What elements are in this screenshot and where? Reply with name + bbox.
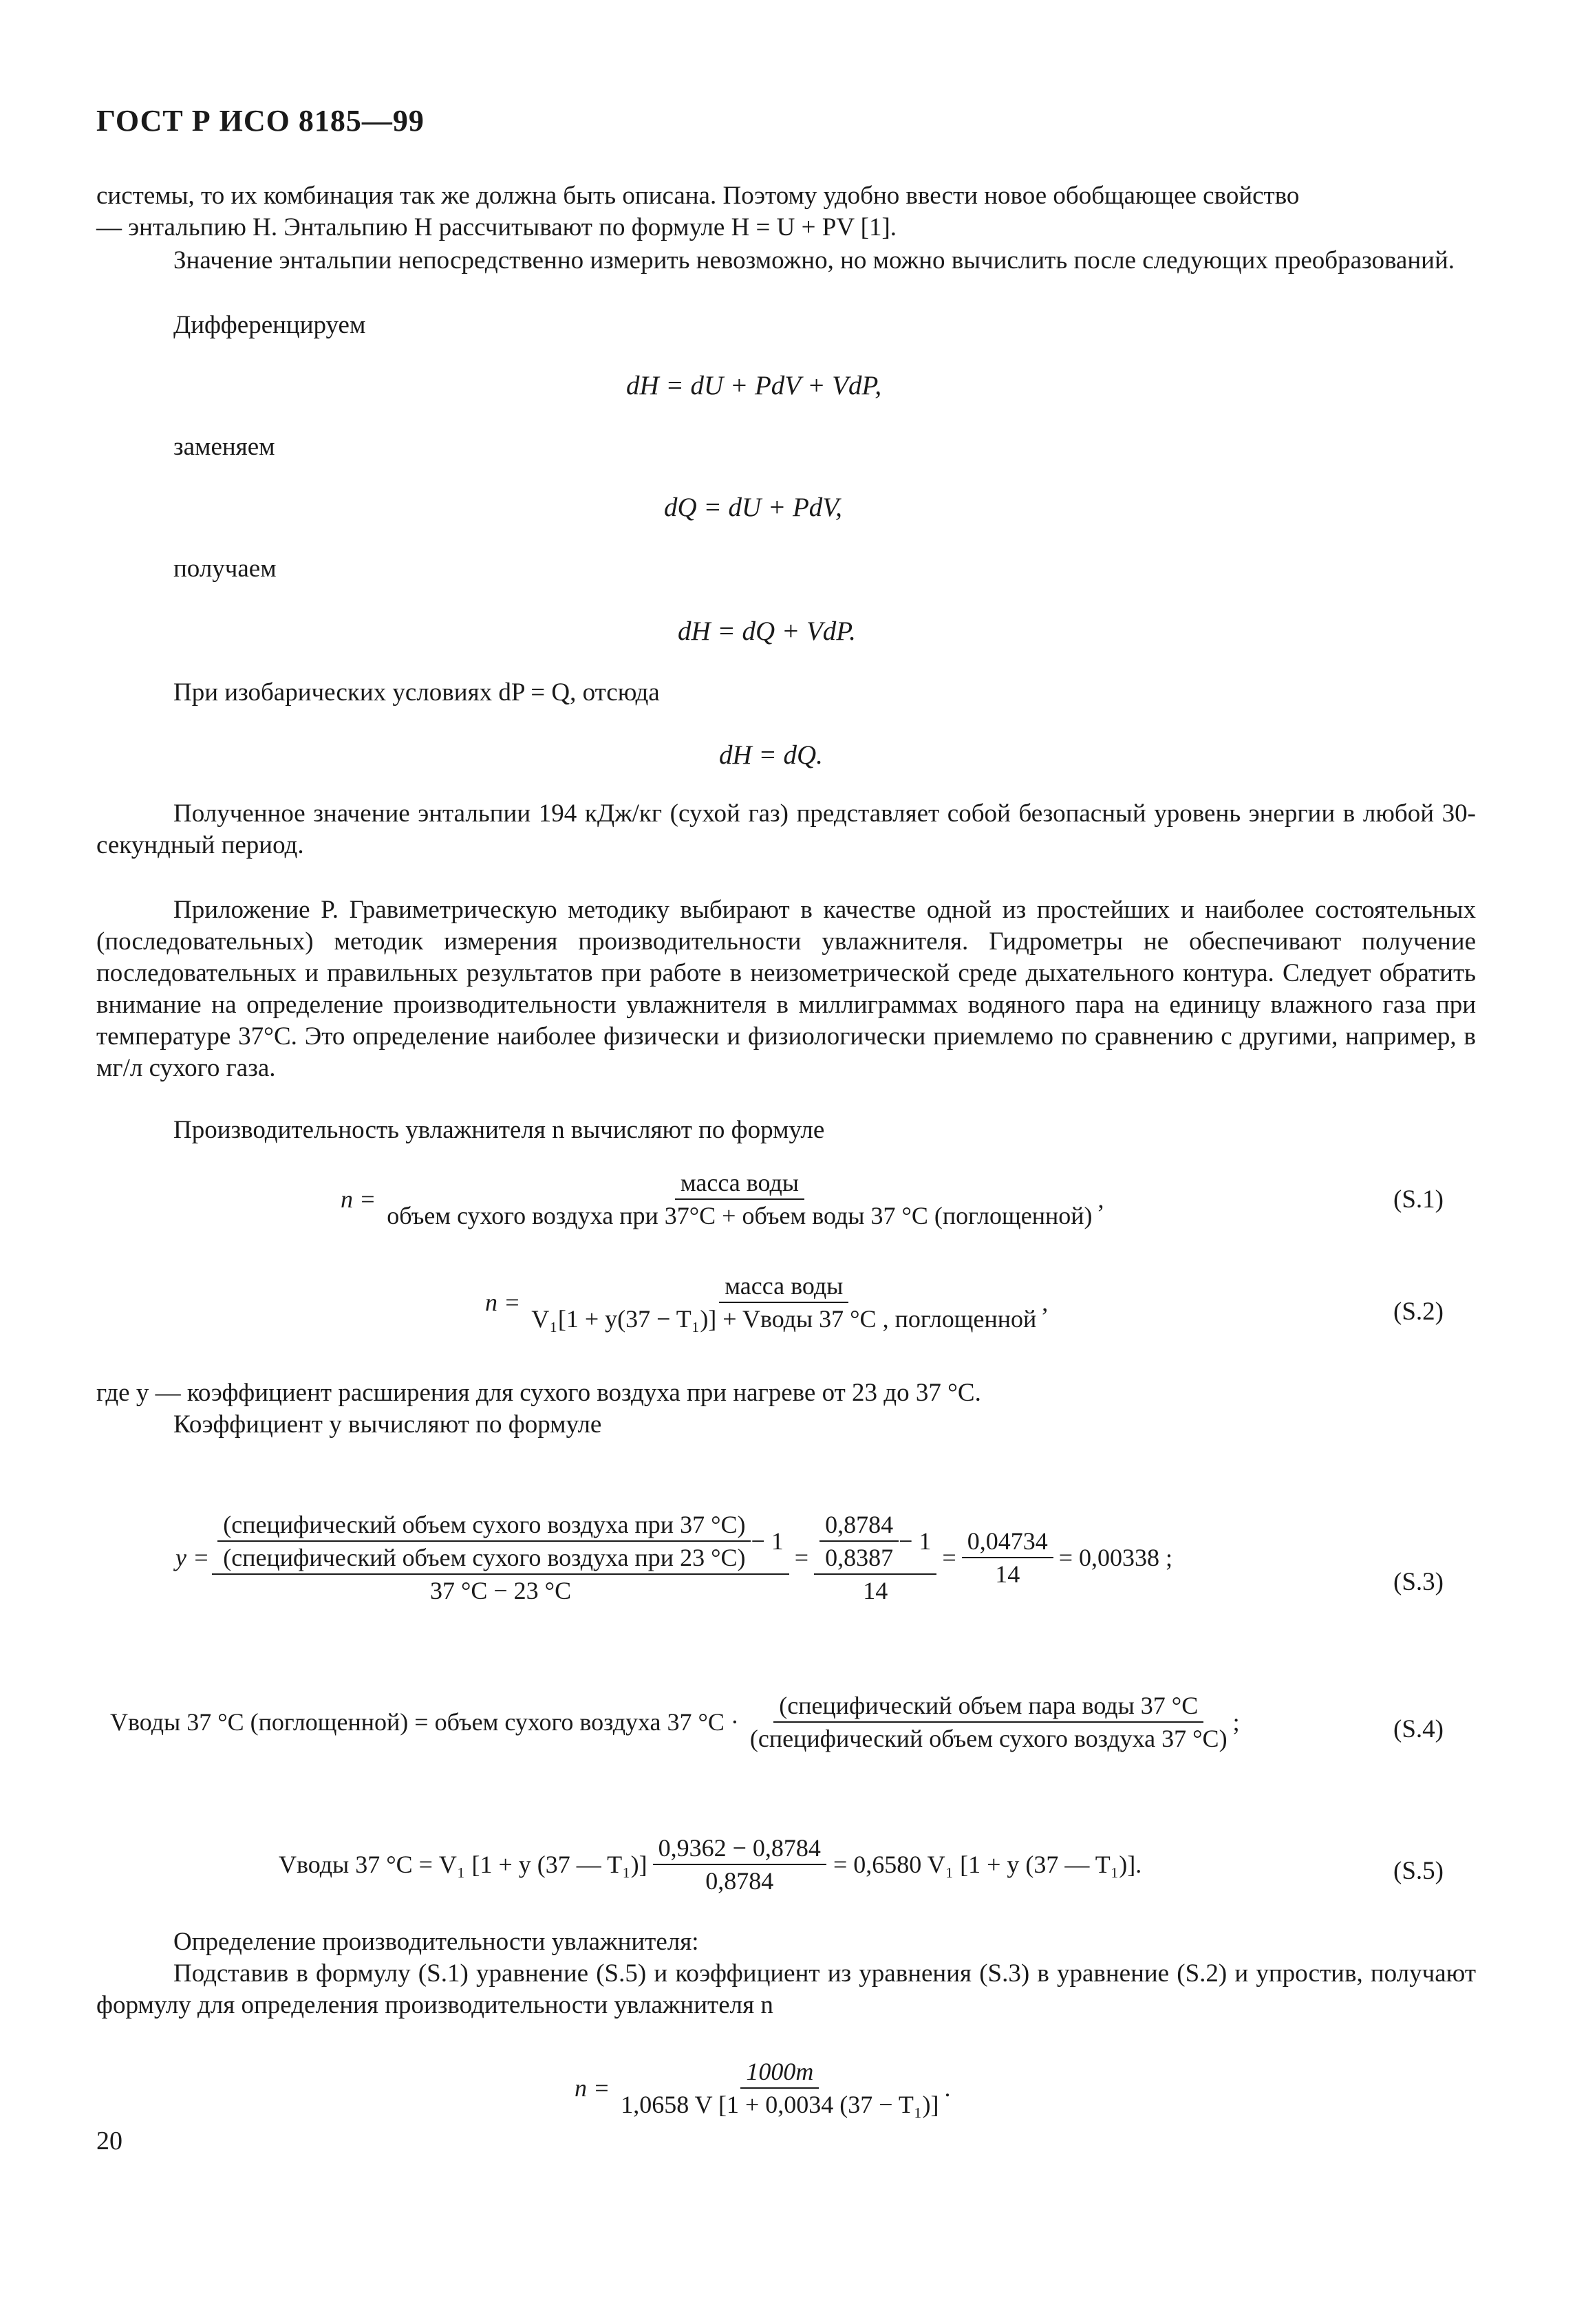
fraction: [615, 2057, 944, 2119]
equation-number: (S.4): [1393, 1715, 1444, 1743]
fraction-numerator: 0,9362 − 0,8784: [653, 1833, 826, 1865]
fraction-numerator: масса воды: [675, 1168, 804, 1200]
text-label: получаем: [173, 555, 277, 583]
fraction-numerator: 0,04734: [962, 1527, 1053, 1558]
paragraph-line: — энтальпию H. Энтальпию H рассчитывают по формуле H = U + PV [1].: [96, 213, 897, 241]
text-label: заменяем: [173, 433, 275, 461]
minus-one: − 1: [751, 1527, 784, 1555]
page-number: 20: [96, 2127, 122, 2155]
fraction-denominator: (специфический объем сухого воздуха 37 °С): [749, 1725, 1228, 1752]
fraction-denominator: объем сухого воздуха при 37°С + объем воды 37 °С (поглощенной): [387, 1202, 1093, 1229]
formula-lhs: y =: [175, 1544, 210, 1571]
formula-rhs: = 0,6580 V₁ [1 + y (37 — T₁)].: [833, 1851, 1142, 1878]
paragraph: где y — коэффициент расширения для сухого воздуха при нагреве от 23 до 37 °С.: [96, 1379, 981, 1407]
fraction-denominator: 37 °С − 23 °С: [429, 1577, 572, 1604]
inner-fraction: [819, 1510, 899, 1572]
fraction-numerator: [212, 1510, 789, 1575]
formula-tail: ;: [1232, 1708, 1240, 1736]
document-header: ГОСТ Р ИСО 8185—99: [96, 104, 425, 138]
equals-sign: =: [942, 1544, 956, 1571]
fraction-numerator: (специфический объем пара воды 37 °С: [773, 1691, 1203, 1723]
fraction-numerator: [814, 1510, 936, 1575]
fraction: [381, 1168, 1097, 1230]
formula-lhs: n =: [575, 2074, 610, 2102]
fraction-numerator: масса воды: [719, 1271, 848, 1303]
equation: dH = dU + PdV + VdP,: [626, 371, 882, 400]
paragraph: Полученное значение энтальпии 194 кДж/кг (сухой газ) представляет собой безопасный уровень энергии в любой 30-секундный период.: [96, 799, 1476, 859]
fraction-denominator: 0,8784: [705, 1867, 774, 1895]
paragraph-line: системы, то их комбинация так же должна быть описана. Поэтому удобно ввести новое обобщающее свойство: [96, 182, 1300, 210]
equation: dQ = dU + PdV,: [664, 493, 842, 522]
formula-s4: [110, 1691, 1240, 1753]
fraction-numerator: 0,8784: [819, 1510, 899, 1542]
fraction: [814, 1510, 936, 1605]
minus-one: − 1: [899, 1527, 932, 1555]
equation-number: (S.1): [1393, 1185, 1444, 1214]
paragraph: При изобарических условиях dP = Q, отсюда: [173, 678, 660, 707]
fraction-denominator: 1,0658 V [1 + 0,0034 (37 − T₁)]: [621, 2091, 939, 2118]
inner-fraction: [217, 1510, 751, 1572]
formula-s3: [175, 1510, 1172, 1605]
paragraph: Дифференцируем: [173, 311, 366, 339]
formula-tail: ,: [1042, 1289, 1049, 1316]
formula-s2: [485, 1271, 1048, 1333]
fraction: [526, 1271, 1042, 1333]
formula-lhs: n =: [341, 1185, 376, 1213]
fraction: [212, 1510, 789, 1605]
formula-lhs: Vводы 37 °С (поглощенной) = объем сухого воздуха 37 °С ·: [110, 1708, 739, 1736]
fraction: [653, 1833, 826, 1895]
fraction: [962, 1527, 1053, 1589]
paragraph: Коэффициент y вычисляют по формуле: [173, 1410, 602, 1439]
fraction: [744, 1691, 1233, 1753]
formula-tail: .: [944, 2074, 951, 2102]
formula-s1: [341, 1168, 1104, 1230]
formula-result: = 0,00338 ;: [1058, 1544, 1173, 1571]
fraction-numerator: (специфический объем сухого воздуха при 37 °С): [217, 1510, 751, 1542]
equation: dH = dQ + VdP.: [678, 616, 856, 646]
equation-number: (S.3): [1393, 1568, 1444, 1596]
equation-number: (S.2): [1393, 1298, 1444, 1326]
equals-sign: =: [794, 1544, 809, 1571]
paragraph: Приложение P. Гравиметрическую методику выбирают в качестве одной из простейших и наиболее состоятельных (последовательных) методик измерения производительности увлажнителя. Гидрометры не обеспечивают получение последовательных и правильных результатов при работе в неизометрической среде дыхательного контура. Следует обратить внимание на определение производительности увлажнителя в миллиграммах водяного пара на единицу влажного газа при температуре 37°С. Это определение наиболее физически и физиологически приемлемо по сравнению с другими, например, в мг/л сухого газа.: [96, 896, 1476, 1082]
fraction-denominator: 14: [863, 1577, 888, 1604]
formula-lhs: n =: [485, 1289, 521, 1316]
paragraph: Определение производительности увлажнителя:: [173, 1928, 699, 1956]
fraction-denominator: V₁[1 + y(37 − T₁)] + Vводы 37 °С , поглощенной: [531, 1305, 1037, 1333]
paragraph: Значение энтальпии непосредственно измерить невозможно, но можно вычислить после следующих преобразований.: [173, 246, 1455, 275]
fraction-denominator: (специфический объем сухого воздуха при 23 °С): [223, 1544, 746, 1571]
formula-tail: ,: [1097, 1185, 1104, 1213]
equation: dH = dQ.: [719, 740, 823, 770]
formula-lhs: Vводы 37 °С = V₁ [1 + y (37 — T₁)]: [279, 1851, 647, 1878]
fraction-denominator: 0,8387: [825, 1544, 894, 1571]
fraction-numerator: 1000m: [740, 2057, 819, 2089]
formula-s5: [279, 1833, 1142, 1895]
paragraph: Подставив в формулу (S.1) уравнение (S.5) и коэффициент из уравнения (S.3) в уравнение (S.2) и упростив, получают формулу для определения производительности увлажнителя n: [96, 1959, 1476, 2019]
paragraph: Производительность увлажнителя n вычисляют по формуле: [173, 1116, 825, 1144]
fraction-denominator: 14: [995, 1560, 1020, 1588]
formula-final: [575, 2057, 950, 2119]
equation-number: (S.5): [1393, 1857, 1444, 1885]
